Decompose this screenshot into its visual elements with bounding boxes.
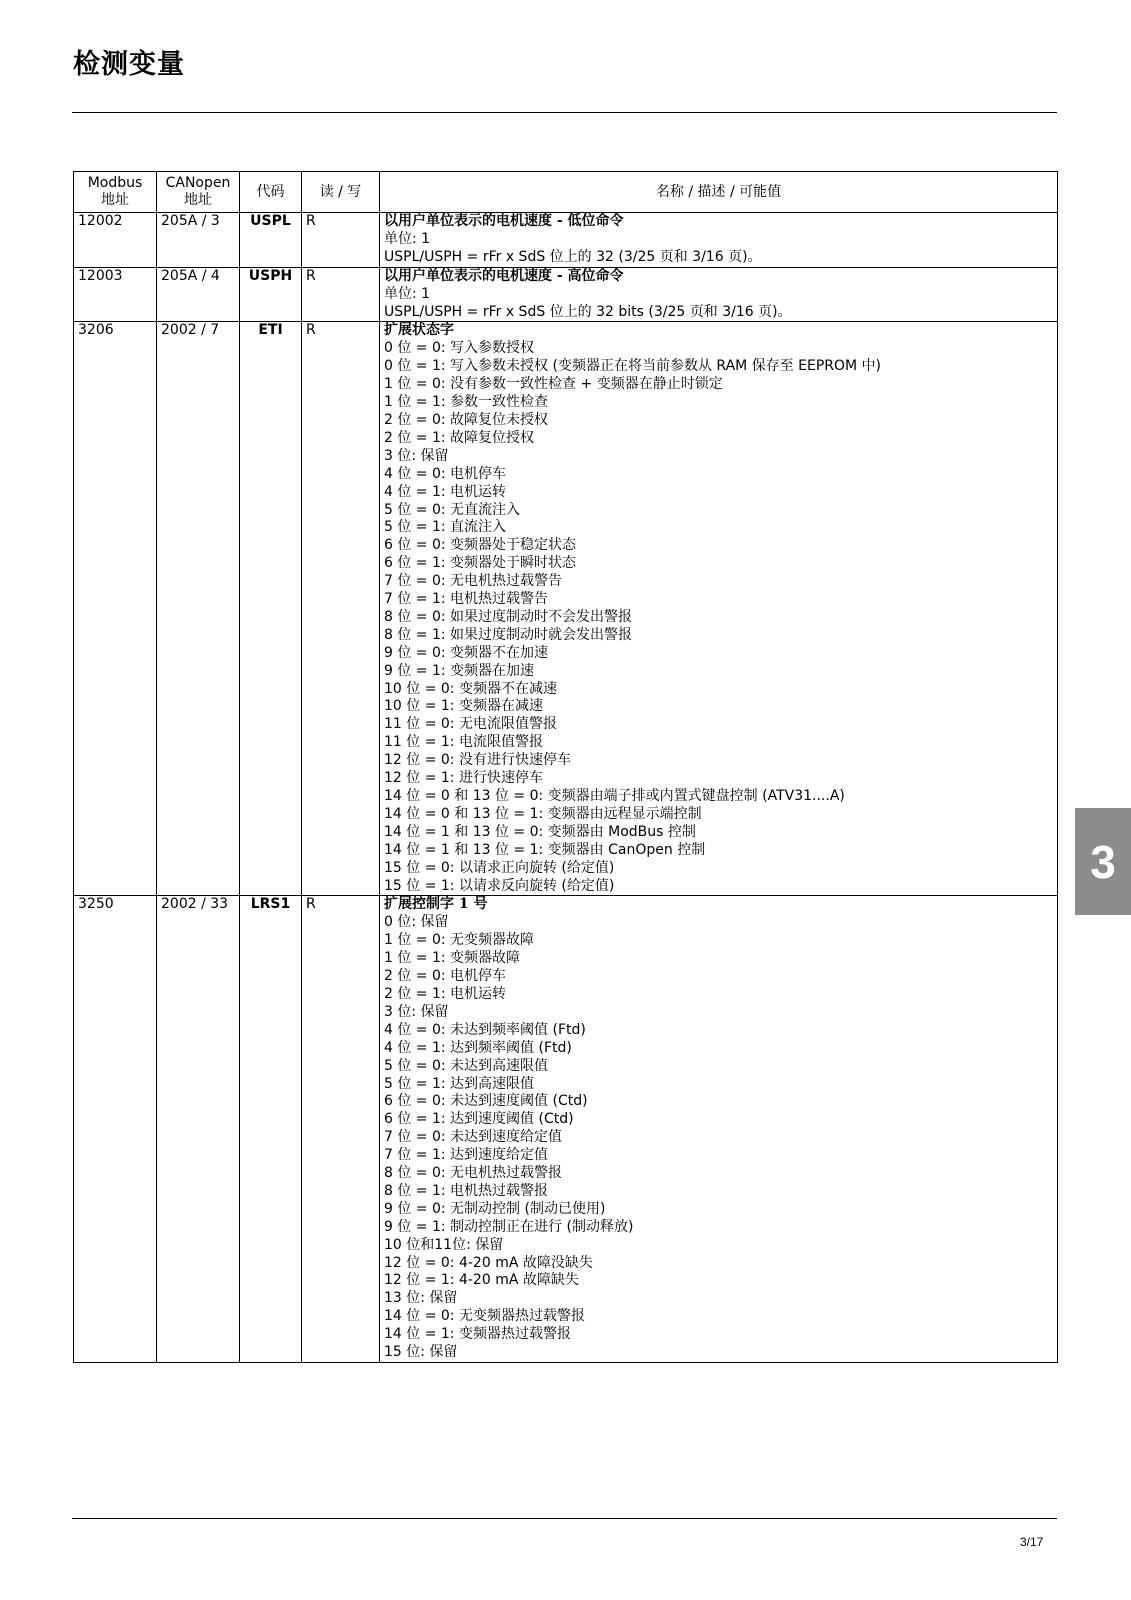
header-canopen-label: CANopen — [165, 175, 231, 191]
header-divider — [72, 112, 1057, 113]
header-canopen-address — [157, 172, 240, 213]
description-line: 15 位 = 0: 以请求正向旋转 (给定值) — [384, 859, 615, 876]
cell-description — [380, 213, 1058, 268]
description-line: 7 位 = 1: 电机热过载警告 — [384, 591, 549, 608]
cell-code: LRS1 — [240, 896, 302, 1363]
header-description: 名称 / 描述 / 可能值 — [380, 172, 1058, 213]
description-line: 0 位: 保留 — [384, 914, 449, 931]
cell-read-write: R — [302, 322, 380, 896]
description-line: 14 位 = 1: 变频器热过载警报 — [384, 1326, 571, 1343]
description-line: 2 位 = 0: 故障复位未授权 — [384, 411, 549, 428]
description-line: 9 位 = 1: 变频器在加速 — [384, 662, 535, 679]
description-line: 1 位 = 0: 无变频器故障 — [384, 932, 535, 949]
description-title: 扩展控制字 1 号 — [384, 896, 488, 913]
description-line: 14 位 = 0: 无变频器热过载警报 — [384, 1308, 585, 1325]
description-line: 15 位 = 1: 以请求反向旋转 (给定值) — [384, 877, 615, 894]
cell-canopen-address: 2002 / 33 — [157, 896, 240, 1363]
description-line: 6 位 = 0: 变频器处于稳定状态 — [384, 537, 577, 554]
description-line: 6 位 = 1: 变频器处于瞬时状态 — [384, 555, 577, 572]
description-line: 14 位 = 1 和 13 位 = 1: 变频器由 CanOpen 控制 — [384, 841, 706, 858]
description-line: 10 位和11位: 保留 — [384, 1236, 504, 1253]
cell-description — [380, 896, 1058, 1363]
cell-read-write: R — [302, 213, 380, 268]
table-row — [74, 322, 1058, 896]
description-title: 扩展状态字 — [384, 322, 454, 339]
table-header-row — [74, 172, 1058, 213]
cell-canopen-address: 205A / 4 — [157, 267, 240, 322]
description-line: 10 位 = 0: 变频器不在减速 — [384, 680, 557, 697]
description-line: 5 位 = 0: 未达到高速限值 — [384, 1057, 549, 1074]
description-line: 7 位 = 0: 未达到速度给定值 — [384, 1129, 563, 1146]
table-row — [74, 267, 1058, 322]
cell-read-write: R — [302, 896, 380, 1363]
table-row — [74, 896, 1058, 1363]
chapter-tab: 3 — [1075, 808, 1131, 915]
description-line: 单位: 1 — [384, 285, 431, 302]
variables-table — [73, 171, 1058, 1363]
description-line: 0 位 = 0: 写入参数授权 — [384, 340, 535, 357]
description-line: 2 位 = 1: 电机运转 — [384, 985, 507, 1002]
cell-canopen-address: 205A / 3 — [157, 213, 240, 268]
description-line: 14 位 = 1 和 13 位 = 0: 变频器由 ModBus 控制 — [384, 823, 696, 840]
page-number: 3/17 — [1020, 1535, 1044, 1549]
header-modbus-address — [74, 172, 157, 213]
header-modbus-label: Modbus — [87, 175, 143, 191]
cell-description — [380, 322, 1058, 896]
description-line: 7 位 = 0: 无电机热过载警告 — [384, 573, 563, 590]
description-line: 9 位 = 1: 制动控制正在进行 (制动释放) — [384, 1218, 634, 1235]
page-title: 检测变量 — [73, 49, 185, 80]
cell-canopen-address: 2002 / 7 — [157, 322, 240, 896]
description-line: 8 位 = 0: 如果过度制动时不会发出警报 — [384, 608, 633, 625]
description-line: 9 位 = 0: 无制动控制 (制动已使用) — [384, 1200, 606, 1217]
description-line: 5 位 = 1: 达到高速限值 — [384, 1075, 535, 1092]
description-line: 4 位 = 1: 达到频率阈值 (Ftd) — [384, 1039, 572, 1056]
description-line: 1 位 = 1: 参数一致性检查 — [384, 394, 549, 411]
description-line: 14 位 = 0 和 13 位 = 0: 变频器由端子排或内置式键盘控制 (ATV31....A) — [384, 788, 845, 804]
description-line: 12 位 = 1: 4-20 mA 故障缺失 — [384, 1272, 579, 1289]
description-line: 5 位 = 1: 直流注入 — [384, 519, 507, 536]
cell-code: ETI — [240, 322, 302, 896]
header-modbus-sub: 地址 — [101, 192, 129, 208]
header-read-write: 读 / 写 — [302, 172, 380, 213]
cell-modbus-address: 3250 — [74, 896, 157, 1363]
cell-read-write: R — [302, 267, 380, 322]
description-line: 11 位 = 0: 无电流限值警报 — [384, 716, 557, 733]
description-line: 1 位 = 0: 没有参数一致性检查 + 变频器在静止时锁定 — [384, 376, 723, 393]
description-line: 14 位 = 0 和 13 位 = 1: 变频器由远程显示端控制 — [384, 805, 702, 822]
description-line: 7 位 = 1: 达到速度给定值 — [384, 1147, 549, 1164]
header-canopen-sub: 地址 — [184, 192, 212, 208]
description-line: 12 位 = 0: 没有进行快速停车 — [384, 752, 571, 769]
cell-modbus-address: 12003 — [74, 267, 157, 322]
description-line: USPL/USPH = rFr x SdS 位上的 32 bits (3/25 页和 3/16 页)。 — [384, 303, 792, 320]
table-row — [74, 213, 1058, 268]
description-line: 9 位 = 0: 变频器不在加速 — [384, 644, 549, 661]
cell-code: USPL — [240, 213, 302, 268]
description-line: 12 位 = 0: 4-20 mA 故障没缺失 — [384, 1254, 593, 1271]
cell-description — [380, 267, 1058, 322]
description-line: USPL/USPH = rFr x SdS 位上的 32 (3/25 页和 3/16 页)。 — [384, 248, 762, 265]
description-line: 0 位 = 1: 写入参数未授权 (变频器正在将当前参数从 RAM 保存至 EEPROM 中) — [384, 358, 882, 375]
description-line: 8 位 = 1: 电机热过载警报 — [384, 1182, 549, 1199]
description-line: 5 位 = 0: 无直流注入 — [384, 501, 521, 518]
description-line: 11 位 = 1: 电流限值警报 — [384, 734, 543, 751]
description-line: 4 位 = 1: 电机运转 — [384, 483, 507, 500]
description-line: 3 位: 保留 — [384, 447, 449, 464]
description-line: 3 位: 保留 — [384, 1003, 449, 1020]
description-line: 6 位 = 1: 达到速度阈值 (Ctd) — [384, 1111, 574, 1128]
cell-code: USPH — [240, 267, 302, 322]
footer-divider — [72, 1518, 1057, 1519]
description-line: 13 位: 保留 — [384, 1290, 458, 1307]
description-line: 4 位 = 0: 未达到频率阈值 (Ftd) — [384, 1021, 586, 1038]
description-line: 8 位 = 1: 如果过度制动时就会发出警报 — [384, 626, 633, 643]
description-line: 2 位 = 0: 电机停车 — [384, 968, 507, 985]
header-code: 代码 — [240, 172, 302, 213]
description-line: 4 位 = 0: 电机停车 — [384, 465, 507, 482]
description-line: 1 位 = 1: 变频器故障 — [384, 950, 521, 967]
description-line: 12 位 = 1: 进行快速停车 — [384, 770, 543, 787]
description-line: 单位: 1 — [384, 230, 431, 247]
description-line: 10 位 = 1: 变频器在减速 — [384, 698, 543, 715]
description-title: 以用户单位表示的电机速度 - 高位命令 — [384, 267, 624, 284]
cell-modbus-address: 3206 — [74, 322, 157, 896]
description-line: 6 位 = 0: 未达到速度阈值 (Ctd) — [384, 1093, 588, 1110]
description-line: 2 位 = 1: 故障复位授权 — [384, 429, 535, 446]
description-line: 8 位 = 0: 无电机热过载警报 — [384, 1165, 563, 1182]
description-title: 以用户单位表示的电机速度 - 低位命令 — [384, 213, 624, 229]
description-line: 15 位: 保留 — [384, 1344, 458, 1361]
cell-modbus-address: 12002 — [74, 213, 157, 268]
